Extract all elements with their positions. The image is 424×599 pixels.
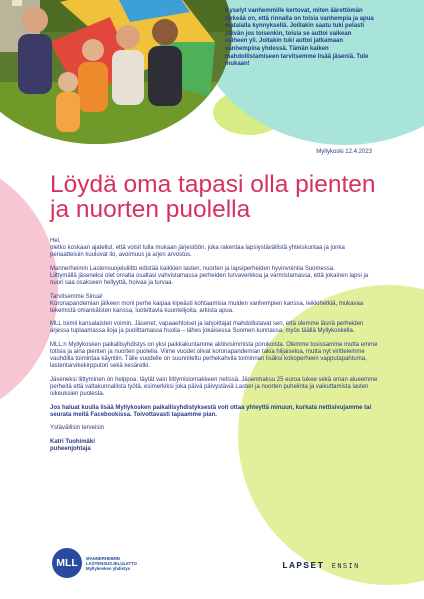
paragraph-contact: Jos haluat kuulla lisää Myllykosken paikallisyhdistyksestä voit ottaa yhteyttä minuun, kurkata nettisivujamme tai seurata meitä Facebookissa. Toivottavasti tapaamme pian.	[50, 404, 372, 418]
paragraph-membership: Jäseneksi liittyminen on helppoa: täytät vain liittymislomakkeen netissä. Jäsenmaksu 25 euroa tukee sekä oman alueemme perheitä että valtakunnallista työtä, esimerkiksi joka päivä päivystäviä Lasten ja nuorten puhelinta ja vaikuttamista lasten oikeuksien puolesta.	[50, 376, 378, 398]
photo-illustration	[0, 0, 232, 144]
paragraph-need: Tarvitsemme Sinua! Koronapandemian jälkeen moni perhe kaipaa kipeästi kohtaamisia muiden vanhempien kanssa, leikkihetkiä, mukavaa tekemistä omankäisten kanssa, luotettavia kuuntelijoita, arkista apua.	[50, 293, 364, 314]
page-title: Löydä oma tapasi olla pienten ja nuorten puolella	[50, 171, 376, 223]
quote-text: Kyselyt vanhemmille kertovat, miten äärettömän tärkeää on, että rinnalla on toisia vanhempia ja apua matalalla kynnyksellä. Joillakin saatu tuki pelasti päivän jos toisenkin, toisia se auttoi vaikean vaiheen yli. Joitakin tuki auttoi jatkamaan vanhempina yhdessä. Tämän kaiken mahdollistamiseen tarvitsemme lisää jäseniä. Tule mukaan!	[225, 8, 374, 68]
paragraph-volunteers: MLL toimii kansalaisten voimin. Jäsenet, vapaaehtoiset ja lahjoittajat mahdollistavat sen, että olemme läsnä perheiden arjessa tuplaamassa iloja ja puolittamassa huolia – lähes jokaisessa Suomen kunnassa, myös täällä Myllykoskella.	[50, 321, 364, 335]
signature-block	[50, 439, 378, 453]
family-photo	[0, 0, 232, 144]
signer-role: puheenjohtaja	[50, 445, 91, 452]
letter-body	[50, 238, 378, 453]
paragraph-mll-intro: Mannerheimin Lastensuojeluliitto edistää kaikkien lasten, nuorten ja lapsiperheiden hyvinvointia Suomessa. Liittymällä jäseneksi olet omalta osaltasi vahvistamassa perheiden turvaverkkoa ja varmistamassa, että jokainen lapsi ja nuori saa osakseen hellyyttä, hoivaa ja turvaa.	[50, 265, 369, 287]
paragraph-greeting: Hei, oletko koskaan ajatellut, että voisit tulla mukaan järjestöön, joka rakentaa lapsiystävällistä yhteiskuntaa ja jonka periaatteisiin kuuluvat ilo, avoimuus ja arjen arvostus.	[50, 238, 345, 259]
mll-logo-text	[86, 556, 137, 571]
logo-line-2: LASTENSUOJELULIITTO	[86, 560, 138, 566]
slogan-word-2: ENSIN	[331, 563, 360, 571]
slogan-word-1: LAPSET	[282, 560, 325, 571]
closing-text: Ystävällisin terveisin	[50, 425, 105, 432]
mll-logo-mark: MLL	[52, 548, 82, 578]
slogan-lapset-ensin	[282, 560, 360, 571]
mll-logo	[52, 548, 137, 578]
letter-date: Myllykoski 12.4.2023	[316, 149, 372, 155]
logo-line-3: Myllykosken yhdistys	[86, 565, 131, 571]
signer-name: Katri Tuohimäki	[50, 438, 95, 445]
paragraph-local-association: MLL:n Myllykosken paikallisyhdistys on yksi paikkakuntamme aktiivisimmista porukoista. Olemme tosissamme mutta emme totisia ja aina pienten ja nuorten puolella. Viime vuodet olivat koronapandemian takia hiljaiseloa, mutta nyt virittelemme vauhdilla toimintaa käyntiin. Tälle vuodelle on suunniteltu perhekahvila toiminnan lisäksi kokoperheen vapputapahtuma, lastentarvikekirpputori sekä kesäretki.	[50, 341, 378, 370]
logo-line-1: MANNERHEIMIN	[86, 555, 120, 561]
